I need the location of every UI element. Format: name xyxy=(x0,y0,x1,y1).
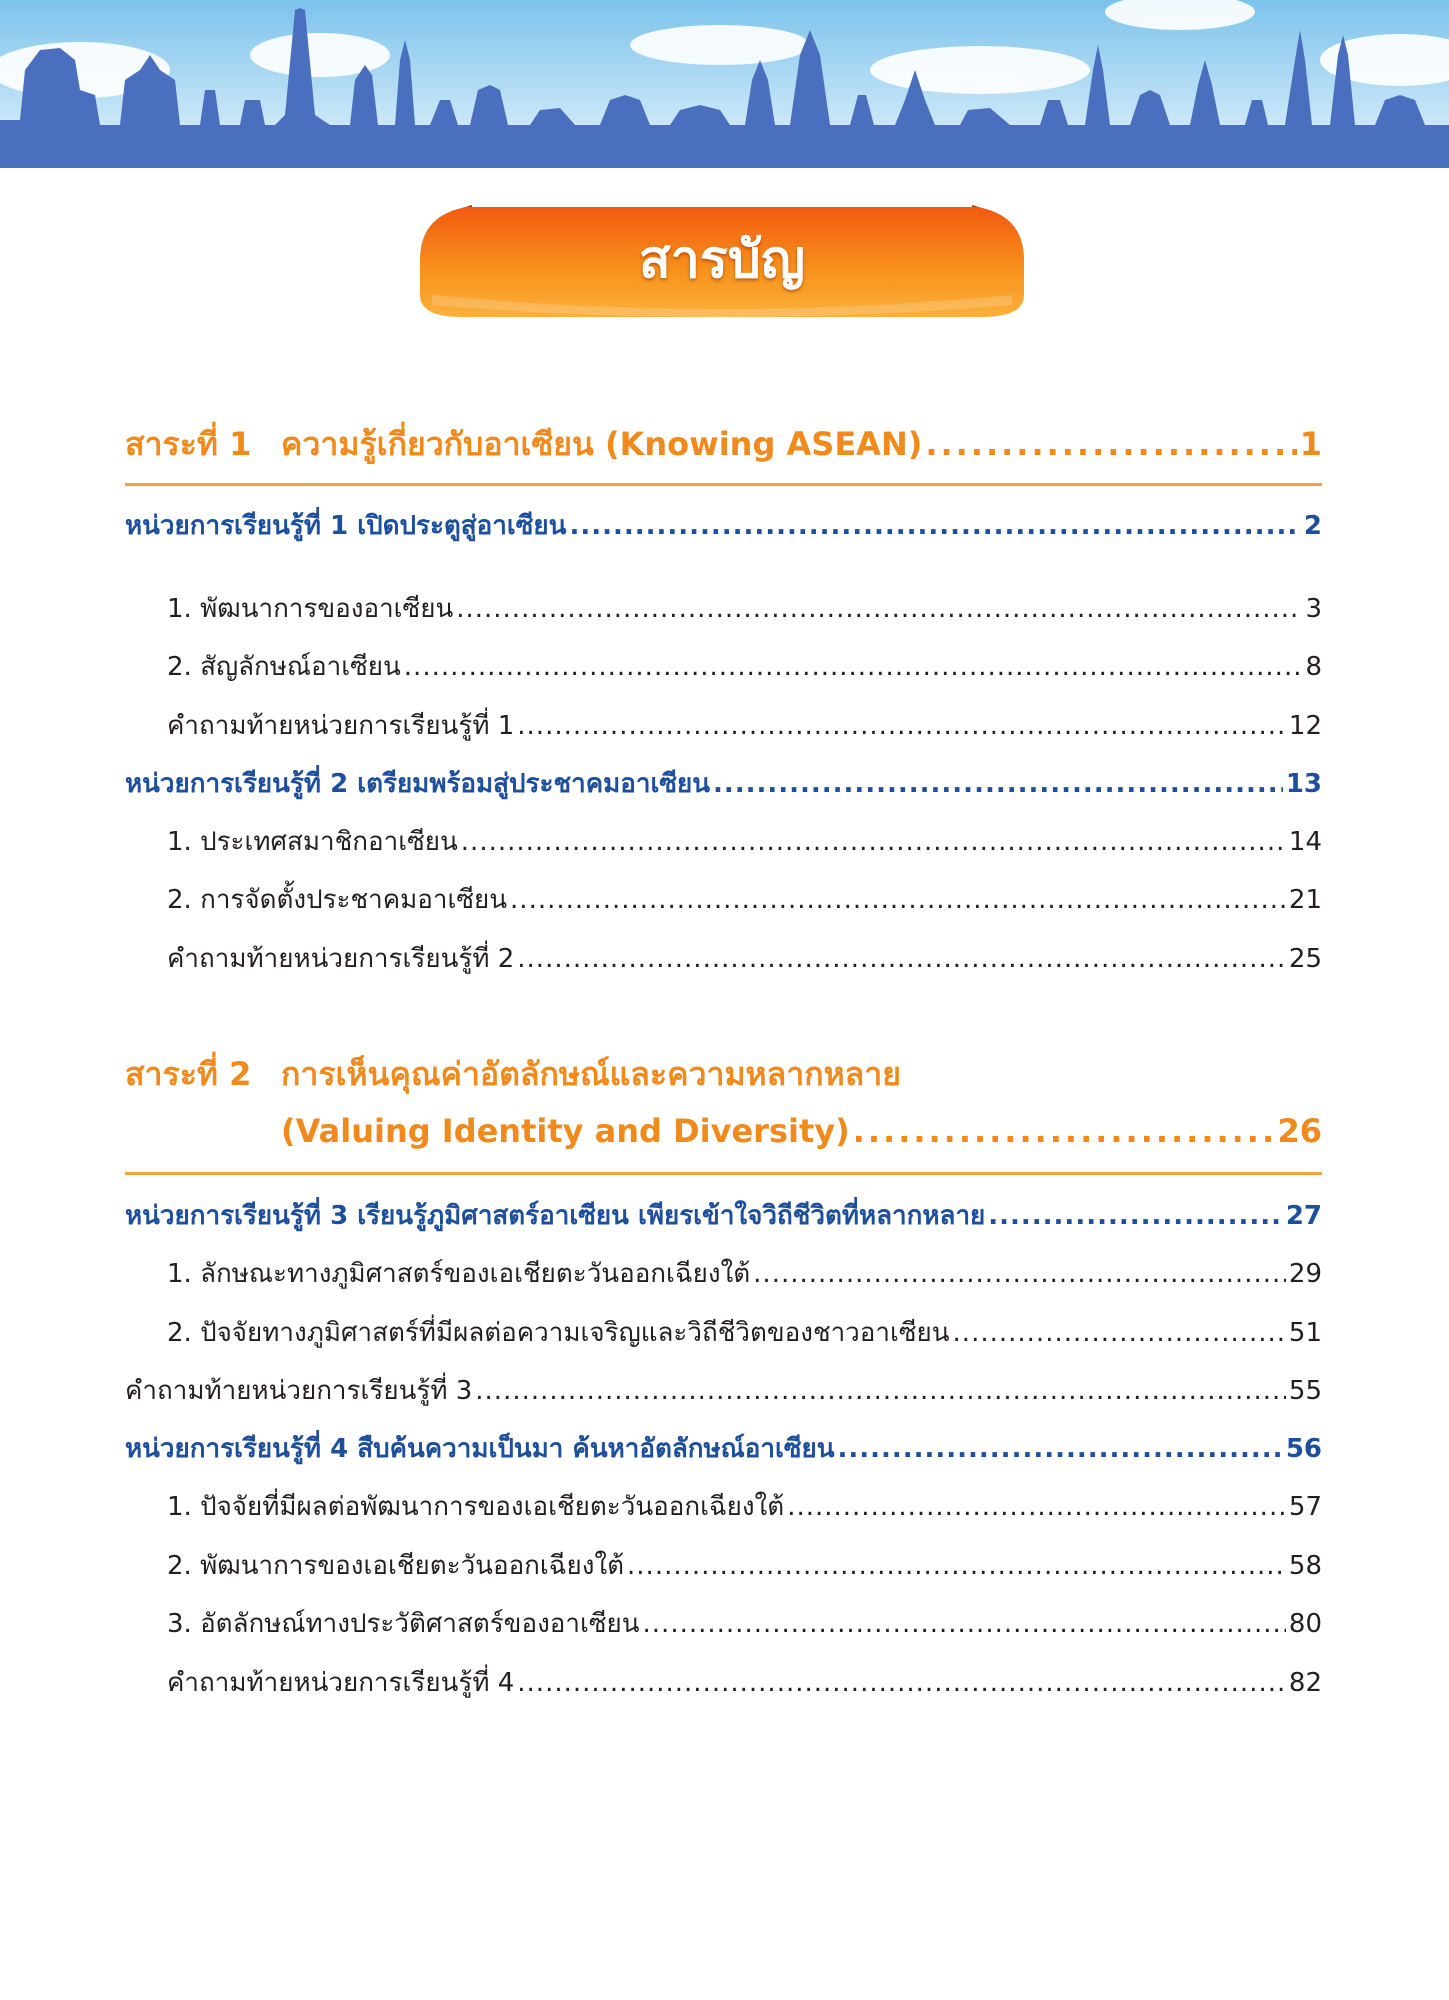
dot-leader xyxy=(510,880,1286,920)
entry-title: 1. ลักษณะทางภูมิศาสตร์ของเอเชียตะวันออกเฉียงใต้ xyxy=(167,1259,751,1289)
strand-divider xyxy=(125,1172,1322,1175)
page-number: 51 xyxy=(1288,1318,1322,1348)
dot-leader xyxy=(627,1546,1286,1586)
unit-title: หน่วยการเรียนรู้ที่ 2 เตรียมพร้อมสู่ประชาคมอาเซียน xyxy=(125,769,711,799)
page-number: 80 xyxy=(1288,1609,1322,1639)
entry-title: 2. ปัจจัยทางภูมิศาสตร์ที่มีผลต่อความเจริญและวิถีชีวิตของชาวอาเซียน xyxy=(167,1318,950,1348)
strand-title-line1: การเห็นคุณค่าอัตลักษณ์และความหลากหลาย xyxy=(281,1055,901,1093)
entry-title: คำถามท้ายหน่วยการเรียนรู้ที่ 3 xyxy=(125,1376,473,1406)
page-number: 26 xyxy=(1277,1112,1322,1150)
entry-title: 2. พัฒนาการของเอเชียตะวันออกเฉียงใต้ xyxy=(167,1551,625,1581)
entry-title: คำถามท้ายหน่วยการเรียนรู้ที่ 4 xyxy=(167,1668,515,1698)
unit-title: หน่วยการเรียนรู้ที่ 3 เรียนรู้ภูมิศาสตร์อาเซียน เพียรเข้าใจวิถีชีวิตที่หลากหลาย xyxy=(125,1201,986,1231)
entry-title: คำถามท้ายหน่วยการเรียนรู้ที่ 2 xyxy=(167,944,515,974)
page-number: 82 xyxy=(1288,1668,1322,1698)
entry-title: 1. ปัจจัยที่มีผลต่อพัฒนาการของเอเชียตะวันออกเฉียงใต้ xyxy=(167,1492,785,1522)
toc-unit-3[interactable] xyxy=(125,1196,1322,1236)
strand-title-line2: (Valuing Identity and Diversity) xyxy=(281,1112,850,1150)
entry-title: 3. อัตลักษณ์ทางประวัติศาสตร์ของอาเซียน xyxy=(167,1609,640,1639)
toc-entry[interactable] xyxy=(167,880,1322,920)
page-number: 14 xyxy=(1288,827,1322,857)
dot-leader xyxy=(838,1429,1283,1469)
dot-leader xyxy=(925,422,1296,466)
toc-entry[interactable] xyxy=(167,706,1322,746)
dot-leader xyxy=(953,1313,1286,1353)
dot-leader xyxy=(753,1254,1286,1294)
strand-title: ความรู้เกี่ยวกับอาเซียน (Knowing ASEAN) xyxy=(281,425,923,463)
strand-label: สาระที่ 2 xyxy=(125,1055,252,1093)
toc-entry[interactable] xyxy=(167,1546,1322,1586)
entry-title: 2. การจัดตั้งประชาคมอาเซียน xyxy=(167,885,508,915)
page-title: สารบัญ xyxy=(638,230,806,290)
toc-entry[interactable] xyxy=(167,589,1322,629)
toc-entry[interactable] xyxy=(167,1313,1322,1353)
dot-leader xyxy=(517,706,1286,746)
page-number: 27 xyxy=(1285,1201,1322,1231)
entry-title: 1. พัฒนาการของอาเซียน xyxy=(167,594,454,624)
entry-title: 1. ประเทศสมาชิกอาเซียน xyxy=(167,827,458,857)
page-number: 3 xyxy=(1305,594,1322,624)
unit-title: หน่วยการเรียนรู้ที่ 1 เปิดประตูสู่อาเซียน xyxy=(125,511,567,541)
dot-leader xyxy=(988,1196,1283,1236)
page-number: 57 xyxy=(1288,1492,1322,1522)
page-number: 21 xyxy=(1288,885,1322,915)
page-number: 8 xyxy=(1305,652,1322,682)
entry-title: 2. สัญลักษณ์อาเซียน xyxy=(167,652,401,682)
toc-entry[interactable] xyxy=(167,647,1322,687)
dot-leader xyxy=(456,589,1302,629)
skyline-banner xyxy=(0,0,1449,168)
strand-divider xyxy=(125,483,1322,486)
dot-leader xyxy=(461,822,1286,862)
dot-leader xyxy=(787,1487,1286,1527)
toc-entry[interactable] xyxy=(167,1604,1322,1644)
dot-leader xyxy=(475,1371,1286,1411)
toc-strand-2[interactable] xyxy=(281,1109,1322,1153)
page-number: 12 xyxy=(1288,711,1322,741)
dot-leader xyxy=(713,764,1283,804)
page-number: 56 xyxy=(1285,1434,1322,1464)
toc-unit-2[interactable] xyxy=(125,764,1322,804)
toc-entry[interactable] xyxy=(167,1487,1322,1527)
page-number: 13 xyxy=(1285,769,1322,799)
page-number: 2 xyxy=(1303,511,1322,541)
toc-entry[interactable] xyxy=(167,1663,1322,1703)
toc-entry[interactable] xyxy=(125,1371,1322,1411)
dot-leader xyxy=(404,647,1303,687)
toc-unit-4[interactable] xyxy=(125,1429,1322,1469)
page-number: 29 xyxy=(1288,1259,1322,1289)
dot-leader xyxy=(517,939,1286,979)
dot-leader xyxy=(517,1663,1286,1703)
dot-leader xyxy=(569,506,1300,546)
toc-entry[interactable] xyxy=(167,1254,1322,1294)
toc-strand-1[interactable] xyxy=(125,422,1322,466)
page-number: 58 xyxy=(1288,1551,1322,1581)
toc-entry[interactable] xyxy=(167,822,1322,862)
dot-leader xyxy=(853,1109,1275,1153)
dot-leader xyxy=(643,1604,1286,1644)
toc-entry[interactable] xyxy=(167,939,1322,979)
unit-title: หน่วยการเรียนรู้ที่ 4 สืบค้นความเป็นมา ค้นหาอัตลักษณ์อาเซียน xyxy=(125,1434,835,1464)
strand-label: สาระที่ 1 xyxy=(125,425,252,463)
entry-title: คำถามท้ายหน่วยการเรียนรู้ที่ 1 xyxy=(167,711,515,741)
page-number: 1 xyxy=(1299,425,1322,463)
title-ribbon xyxy=(412,205,1032,325)
page-number: 25 xyxy=(1288,944,1322,974)
page-number: 55 xyxy=(1288,1376,1322,1406)
toc-unit-1[interactable] xyxy=(125,506,1322,546)
